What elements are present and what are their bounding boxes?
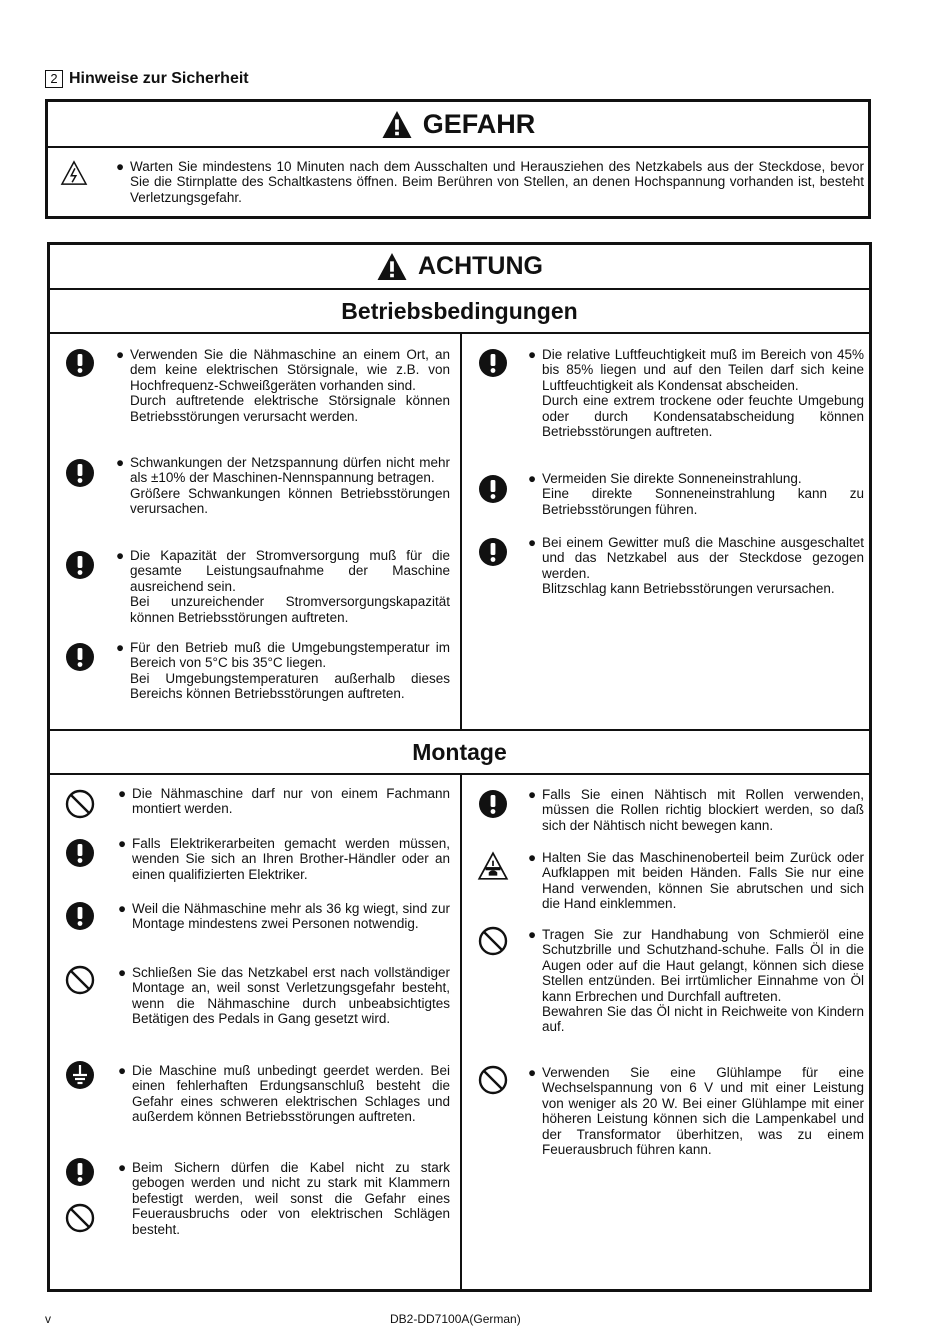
mandatory-icon xyxy=(65,901,95,931)
bullet-icon: ● xyxy=(118,965,127,980)
mandatory-icon xyxy=(478,474,508,504)
bullet-icon: ● xyxy=(528,535,537,550)
list-item xyxy=(528,347,864,440)
item-text: Eine direkte Sonneneinstrahlung kann zu Betriebsstörungen führen. xyxy=(542,486,864,517)
bullet-icon: ● xyxy=(118,1160,127,1175)
page-number: v xyxy=(45,1312,51,1326)
caution-header xyxy=(50,245,869,290)
mandatory-icon xyxy=(478,789,508,819)
operating-title: Betriebsbedingungen xyxy=(341,297,578,324)
prohibited-icon xyxy=(65,1203,95,1233)
list-item xyxy=(118,1063,450,1125)
prohibited-icon xyxy=(65,789,95,819)
danger-header xyxy=(48,102,868,148)
installation-title: Montage xyxy=(412,738,507,765)
mandatory-icon xyxy=(65,348,95,378)
bullet-icon: ● xyxy=(528,1065,537,1080)
mandatory-icon xyxy=(65,458,95,488)
bullet-icon: ● xyxy=(528,850,537,865)
list-item xyxy=(116,455,450,517)
alert-icon xyxy=(376,252,408,281)
list-item xyxy=(528,787,864,833)
section-title: Hinweise zur Sicherheit xyxy=(69,70,249,87)
item-text: Größere Schwankungen können Betriebsstörungen verursachen. xyxy=(130,485,450,517)
bullet-icon: ● xyxy=(116,640,125,655)
mandatory-icon xyxy=(65,838,95,868)
item-text: Halten Sie das Maschinenoberteil beim Zurück oder Aufklappen mit beiden Händen. Falls Sie nur eine Hand verwenden, können Sie abrutschen und sich die Hand einklemmen. xyxy=(542,850,864,912)
item-text: Tragen Sie zur Handhabung von Schmieröl eine Schutzbrille und Schutzhand-schuhe. Falls Öl in die Augen oder auf die Haut gelangt, können sich diese Stellen entzünden. Bei irrtümlicher Einnahme von Öl kann Erbrechen und Durchfall auftreten. xyxy=(542,927,864,1004)
list-item xyxy=(528,850,864,912)
bullet-icon: ● xyxy=(118,1063,127,1078)
list-item xyxy=(528,927,864,1035)
item-text: Falls Elektrikerarbeiten gemacht werden müssen, wenden Sie sich an Ihren Brother-Händler oder an einen qualifizierten Elektriker. xyxy=(132,836,450,882)
column-divider xyxy=(460,334,462,729)
mandatory-icon xyxy=(478,537,508,567)
prohibited-icon xyxy=(478,1065,508,1095)
caution-title: ACHTUNG xyxy=(418,252,543,280)
section-number: 2 xyxy=(45,70,63,88)
item-text: Bewahren Sie das Öl nicht in Reichweite von Kindern auf. xyxy=(542,1004,864,1035)
item-text: Blitzschlag kann Betriebsstörungen verursachen. xyxy=(542,581,835,597)
installation-header xyxy=(50,731,869,775)
bullet-icon: ● xyxy=(528,787,537,802)
list-item xyxy=(118,1160,450,1237)
item-text: Die Nähmaschine darf nur von einem Fachmann montiert werden. xyxy=(132,786,450,817)
caution-box xyxy=(47,242,872,1292)
operating-header xyxy=(50,290,869,334)
item-text: Durch eine extrem trockene oder feuchte Umgebung oder durch Kondensatabscheidung können Betriebsstörungen auftreten. xyxy=(542,393,864,440)
list-item xyxy=(118,836,450,882)
list-item xyxy=(116,347,450,424)
bullet-icon: ● xyxy=(116,548,125,563)
item-text: Die Kapazität der Stromversorgung muß für die gesamte Leistungsaufnahme der Maschine ausreichend sein. xyxy=(130,548,450,594)
bullet-icon: ● xyxy=(118,901,127,916)
item-text: Falls Sie einen Nähtisch mit Rollen verwenden, müssen die Rollen richtig blockiert werden, so daß sich der Nähtisch nicht bewegen kann. xyxy=(542,787,864,833)
alert-icon xyxy=(381,110,413,139)
bullet-icon: ● xyxy=(118,836,127,851)
danger-item xyxy=(116,159,864,205)
prohibited-icon xyxy=(478,926,508,956)
mandatory-icon xyxy=(478,348,508,378)
bullet-icon: ● xyxy=(528,927,537,942)
danger-item-text: Warten Sie mindestens 10 Minuten nach dem Ausschalten und Herausziehen des Netzkabels aus der Steckdose, bevor Sie die Stirnplatte des Schaltkastens öffnen. Beim Berühren von Stellen, an denen Hochspannung vorhanden ist, besteht Verletzungsgefahr. xyxy=(130,159,864,205)
item-text: Beim Sichern dürfen die Kabel nicht zu stark gebogen werden und nicht zu stark mit Klammern befestigt werden, weil sonst die Gefahr eines Feuerausbruchs oder von elektrischen Schlägen besteht. xyxy=(132,1160,450,1237)
item-text: Verwenden Sie die Nähmaschine an einem Ort, an dem keine elektrischen Störsignale, wie z.B. von Hochfrequenz-Schweißgeräten vorhanden sind. xyxy=(130,347,450,393)
ground-icon xyxy=(65,1060,95,1090)
bullet-icon: ● xyxy=(118,786,127,801)
item-text: Weil die Nähmaschine mehr als 36 kg wiegt, sind zur Montage mindestens zwei Personen notwendig. xyxy=(132,901,450,932)
danger-title: GEFAHR xyxy=(422,108,536,139)
item-text: Bei unzureichender Stromversorgungskapazität können Betriebsstörungen auftreten. xyxy=(130,594,450,625)
list-item xyxy=(116,548,450,625)
column-divider xyxy=(460,775,462,1290)
item-text: Für den Betrieb muß die Umgebungstemperatur im Bereich von 5°C bis 35°C liegen. xyxy=(130,640,450,671)
list-item xyxy=(528,471,864,517)
list-item xyxy=(116,640,450,702)
mandatory-icon xyxy=(65,1157,95,1187)
high-voltage-warning-icon xyxy=(60,160,88,186)
danger-box xyxy=(45,99,871,219)
list-item xyxy=(118,965,450,1027)
item-text: Bei Umgebungstemperaturen außerhalb dieses Bereichs können Betriebsstörungen auftreten. xyxy=(130,670,450,702)
bullet-icon: ● xyxy=(116,159,125,174)
item-text: Die relative Luftfeuchtigkeit muß im Bereich von 45% bis 85% liegen und auf den Teilen darf sich keine Luftfeuchtigkeit als Kondensat abscheiden. xyxy=(542,347,864,393)
bullet-icon: ● xyxy=(528,347,537,362)
item-text: Vermeiden Sie direkte Sonneneinstrahlung. xyxy=(542,471,802,486)
bullet-icon: ● xyxy=(116,455,125,470)
list-item xyxy=(528,1065,864,1158)
list-item xyxy=(118,901,450,932)
hand-warning-icon xyxy=(477,851,509,881)
bullet-icon: ● xyxy=(116,347,125,362)
item-text: Schwankungen der Netzspannung dürfen nicht mehr als ±10% der Maschinen-Nennspannung betragen. xyxy=(130,455,450,486)
section-heading xyxy=(45,70,249,88)
item-text: Verwenden Sie eine Glühlampe für eine Wechselspannung von 6 V und mit einer Leistung von weniger als 20 W. Bei einer Glühlampe mit einer höheren Leistung können sich die Lampenkabel und der Transformator überhitzen, was zu einem Feuerausbruch führen kann. xyxy=(542,1065,864,1158)
item-text: Die Maschine muß unbedingt geerdet werden. Bei einen fehlerhaften Erdungsanschluß besteht die Gefahr eines schweren elektrischen Schlages und außerdem können Betriebsstörungen auftreten. xyxy=(132,1063,450,1125)
item-text: Durch auftretende elektrische Störsignale können Betriebsstörungen verursacht werden. xyxy=(130,393,450,424)
document-code: DB2-DD7100A(German) xyxy=(390,1312,521,1326)
mandatory-icon xyxy=(65,550,95,580)
list-item xyxy=(528,535,864,597)
bullet-icon: ● xyxy=(528,471,537,486)
item-text: Bei einem Gewitter muß die Maschine ausgeschaltet und das Netzkabel aus der Steckdose gezogen werden. xyxy=(542,535,864,581)
item-text: Schließen Sie das Netzkabel erst nach vollständiger Montage an, weil sonst Verletzungsgefahr besteht, wenn die Nähmaschine durch unbeabsichtigtes Betätigen des Pedals in Gang gesetzt wird. xyxy=(132,965,450,1027)
mandatory-icon xyxy=(65,642,95,672)
prohibited-icon xyxy=(65,965,95,995)
list-item xyxy=(118,786,450,817)
